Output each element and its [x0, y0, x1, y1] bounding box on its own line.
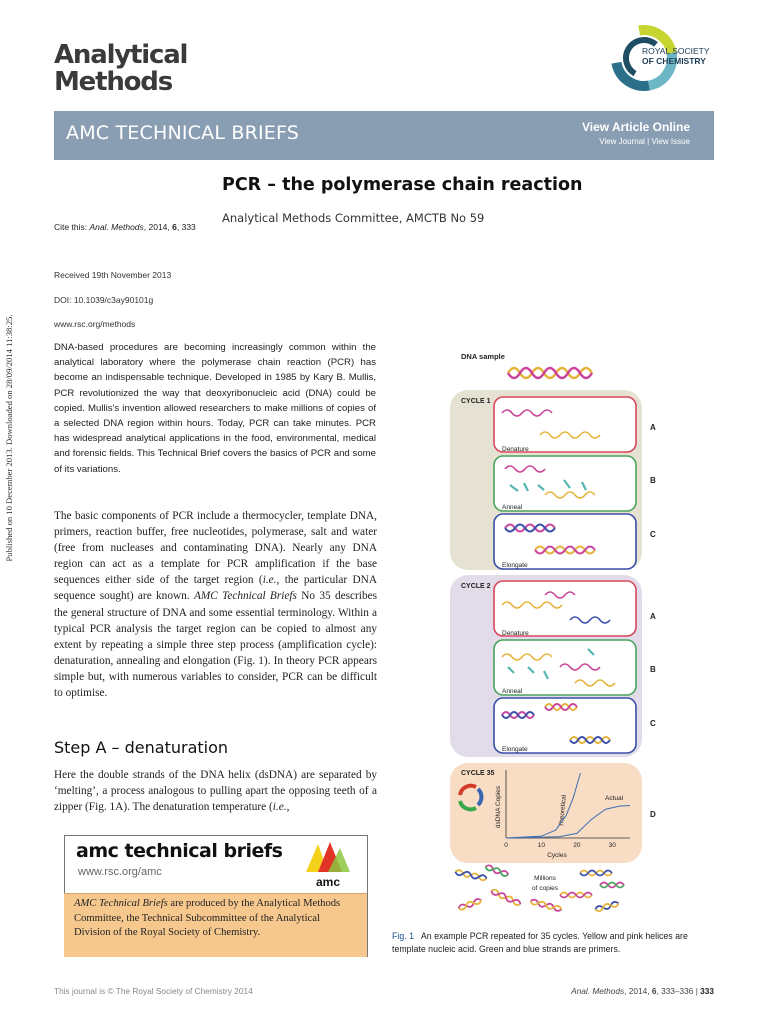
c1-anneal-label: Anneal [502, 504, 523, 511]
side-note-text: Published on 10 December 2013. Downloaded on 28/09/2014 11:38:25. [4, 314, 14, 562]
amc-url-link[interactable]: www.rsc.org/amc [78, 866, 162, 878]
p2-text-b: , [286, 801, 290, 814]
p1-text-b: , the particular DNA sequence sought) are known. [54, 574, 378, 603]
caption-label: Fig. 1 [392, 931, 415, 941]
footer-separator: | [693, 986, 701, 996]
amc-desc-italic: AMC Technical Briefs [74, 898, 168, 909]
article-authors: Analytical Methods Committee, AMCTB No 59 [222, 211, 485, 225]
dna-sample-label: DNA sample [461, 352, 505, 361]
footer-copyright: This journal is © The Royal Society of Chemistry 2014 [54, 986, 253, 996]
amc-desc-rest: are produced by the Analytical Methods Committee, the Technical Subcommittee of the Analytical Division of the Royal Society of Chemistry. [74, 898, 341, 938]
caption-text: An example PCR repeated for 35 cycles. Yellow and pink helices are template nucleic acid. Green and blue strands are primers. [392, 931, 688, 954]
c2-letter-b: B [650, 665, 656, 674]
c2-anneal-label: Anneal [502, 688, 523, 695]
received-date: Received 19th November 2013 [54, 270, 172, 280]
chart-x-tick-1: 10 [537, 842, 546, 849]
journal-title-line1: Analytical [54, 40, 188, 70]
step-a-heading: Step A – denaturation [54, 738, 229, 757]
cite-volume: 6 [172, 222, 177, 232]
cycle-2-label: CYCLE 2 [461, 583, 491, 590]
of-copies-label: of copies [531, 885, 559, 892]
chart-xlabel: Cycles [547, 852, 567, 859]
banner-title: AMC TECHNICAL BRIEFS [66, 122, 300, 144]
p1-text-c: No 35 describes the general structure of DNA and some essential terminology. Within a typical PCR analysis the target region can be copied to almost any extent by repeating a simple three step process (amplification cycle): denaturation, annealing and elongation (Fig. 1). In theory PCR appears simple but, with numerous variables to consider, PCR can be difficult to optimise. [54, 590, 378, 700]
chart-actual-label: Actual [605, 795, 624, 802]
c1-elongate-label: Elongate [502, 562, 528, 569]
footer-year: , 2014, [624, 986, 652, 996]
c2-letter-c: C [650, 719, 656, 728]
cite-pages: , 333 [176, 222, 196, 232]
cite-prefix: Cite this: [54, 222, 90, 232]
cycle-1-anneal-box [494, 456, 636, 511]
abstract: DNA-based procedures are becoming increasingly common within the analytical laboratory where the polymerase chain reaction (PCR) has become an indispensable technique. Developed in 1985 by Kary B. Mullis, PCR revolutionized the way that deoxyribonucleic acid (DNA) could be copied. Mullis's invention allowed researchers to make millions of copies of a selected DNA region within hours. Today, PCR can take minutes. PCR has widespread analytical applications in the food, environmental, medical and forensic fields. This Technical Brief covers the basics of PCR and some of its variations. [54, 342, 376, 475]
rsc-wordmark [642, 46, 710, 66]
c1-letter-c: C [650, 530, 656, 539]
c2-letter-a: A [650, 612, 656, 621]
journal-title-line2: Methods [54, 67, 172, 97]
c35-letter-d: D [650, 810, 656, 819]
amc-logo [302, 838, 354, 890]
doi-link[interactable]: DOI: 10.1039/c3ay90101g [54, 295, 154, 305]
p2-ie: i.e. [272, 801, 287, 814]
dna-sample-helix-2 [508, 368, 592, 378]
journal-title [54, 42, 187, 96]
chart-x-tick-3: 30 [608, 842, 616, 849]
body-paragraph-2 [54, 767, 377, 815]
cite-this [54, 222, 196, 232]
chart-x-tick-0: 0 [504, 842, 508, 849]
footer-pages: , 333–336 [656, 986, 694, 996]
footer-page-number: 333 [700, 986, 714, 996]
cycle-1-elongate-box [494, 514, 636, 569]
figure-caption [392, 930, 717, 955]
body-paragraph-1 [54, 508, 377, 701]
amc-heading: amc technical briefs [76, 840, 283, 862]
p1-reference: AMC Technical Briefs [193, 590, 297, 603]
figure-1 [450, 345, 665, 930]
view-article-online-link[interactable]: View Article Online [581, 120, 690, 134]
cycle-35-label: CYCLE 35 [461, 770, 495, 777]
amc-description [74, 897, 359, 941]
chart-theoretical-label: Theoretical [558, 794, 568, 828]
dna-sample-group [461, 352, 592, 378]
cycle-2-anneal-box [494, 640, 636, 695]
p2-text-a: Here the double strands of the DNA helix (dsDNA) are separated by ‘melting’, a process analogous to pulling apart the opposing teeth of a zipper (Fig. 1A). The denaturation temperature ( [54, 769, 377, 814]
amc-logo-text: amc [315, 875, 341, 889]
p1-ie: i.e. [262, 574, 277, 587]
c1-letter-b: B [650, 476, 656, 485]
cite-year: , 2014, [143, 222, 173, 232]
c1-letter-a: A [650, 423, 656, 432]
publication-side-note [2, 283, 16, 593]
article-title: PCR – the polymerase chain reaction [222, 175, 583, 195]
c2-elongate-label: Elongate [502, 746, 528, 753]
footer-journal: Anal. Methods [571, 986, 625, 996]
c2-denature-label: Denature [502, 630, 529, 637]
c1-denature-label: Denature [502, 446, 529, 453]
footer-citation [450, 986, 714, 996]
view-issue-link[interactable]: View Issue [651, 137, 690, 146]
view-journal-link[interactable]: View Journal [599, 137, 645, 146]
cycle-1-denature-box [494, 397, 636, 452]
footer-volume: 6 [651, 986, 657, 996]
millions-label: Millions [534, 875, 556, 882]
chart-x-tick-2: 20 [573, 842, 581, 849]
chart-ylabel: dsDNA Copies [495, 785, 502, 829]
cite-journal: Anal. Methods [89, 222, 144, 232]
view-links-separator: | [644, 137, 652, 146]
cycle-2-elongate-box [494, 698, 636, 753]
rsc-line1: ROYAL SOCIETY [642, 46, 710, 56]
p1-text-a: The basic components of PCR include a thermocycler, template DNA, primers, reaction buffer, free nucleotides, polymerase, salt and water (free from nucleases and contaminating DNA). Nearly any DNA region can act as a template for PCR amplification if the base sequences either side of the target region ( [54, 510, 377, 587]
journal-url-link[interactable]: www.rsc.org/methods [54, 319, 136, 329]
view-links [540, 137, 690, 146]
rsc-line2: OF CHEMISTRY [642, 56, 706, 66]
cycle-1-label: CYCLE 1 [461, 398, 491, 405]
